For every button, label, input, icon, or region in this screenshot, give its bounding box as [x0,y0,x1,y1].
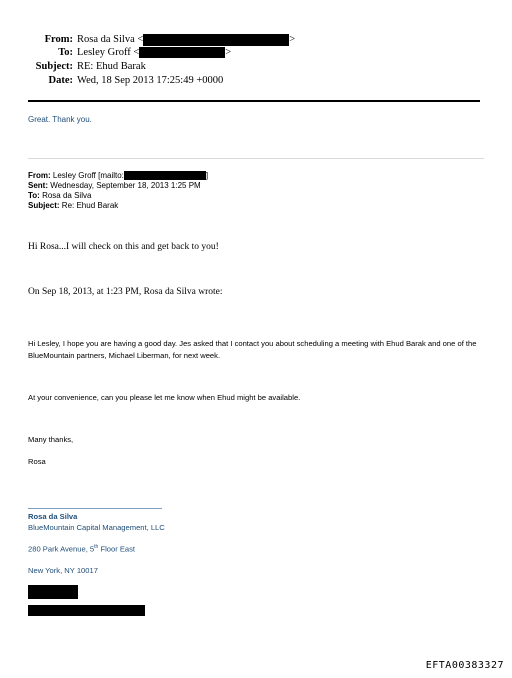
forward-sent-row [28,181,201,191]
forward-to-label: To: [28,191,40,200]
forward-from-label: From: [28,171,51,180]
redaction-bar [143,34,289,46]
date-value: Wed, 18 Sep 2013 17:25:49 +0000 [77,75,224,86]
forward-subject-row [28,201,118,211]
forward-subject-value: Re: Ehud Barak [61,201,119,210]
forward-sent-value: Wednesday, September 18, 2013 1:25 PM [50,181,201,190]
subject-label: Subject: [35,61,73,72]
from-close: > [289,34,296,45]
redaction-block [28,605,145,616]
redaction-bar [139,47,225,58]
header-date-row [0,74,512,88]
redaction-block [28,585,78,599]
body-paragraph-1: Hi Lesley, I hope you are having a good day. Jes asked that I contact you about scheduling a meeting with Ehud Barak and one of the BlueMountain partners, Michael Liberman, for next week. [28,339,477,360]
subject-value: RE: Ehud Barak [77,61,146,72]
body-paragraph-2: At your convenience, can you please let me know when Ehud might be available. [28,393,301,402]
header-to-row [0,46,512,60]
forward-divider [28,158,484,159]
header-divider [28,100,480,102]
quote-attribution: On Sep 18, 2013, at 1:23 PM, Rosa da Silva wrote: [28,287,223,297]
date-label: Date: [48,75,73,86]
to-name: Lesley Groff < [77,47,140,58]
lesley-message: Hi Rosa...I will check on this and get back to you! [28,242,219,252]
address-street: 280 Park Avenue, 5 [28,544,95,554]
closing-thanks: Many thanks, [28,435,74,444]
address-superscript: th [94,544,99,550]
header-from-row [0,33,512,47]
signature-divider [28,508,162,509]
reply-text: Great. Thank you. [28,115,92,124]
forward-sent-label: Sent: [28,181,48,190]
forward-to-row [28,191,91,201]
forward-from-close: ] [205,171,209,180]
signature-address [28,544,135,554]
to-value [77,46,231,60]
forward-from-value: Lesley Groff [mailto: [52,171,124,180]
signature-city: New York, NY 10017 [28,566,98,575]
signature-company: BlueMountain Capital Management, LLC [28,523,165,532]
address-floor: Floor East [98,544,136,554]
from-label: From: [44,34,73,45]
document-id: EFTA00383327 [425,660,504,671]
header-subject-row [0,60,512,74]
closing-name: Rosa [28,457,46,466]
to-close: > [225,47,232,58]
forward-subject-label: Subject: [28,201,60,210]
redaction-bar [124,171,209,180]
to-label: To: [58,47,73,58]
from-value [77,33,295,47]
signature-name: Rosa da Silva [28,512,78,521]
from-name: Rosa da Silva < [77,34,144,45]
forward-from-row [28,171,208,181]
forward-to-value: Rosa da Silva [42,191,92,200]
